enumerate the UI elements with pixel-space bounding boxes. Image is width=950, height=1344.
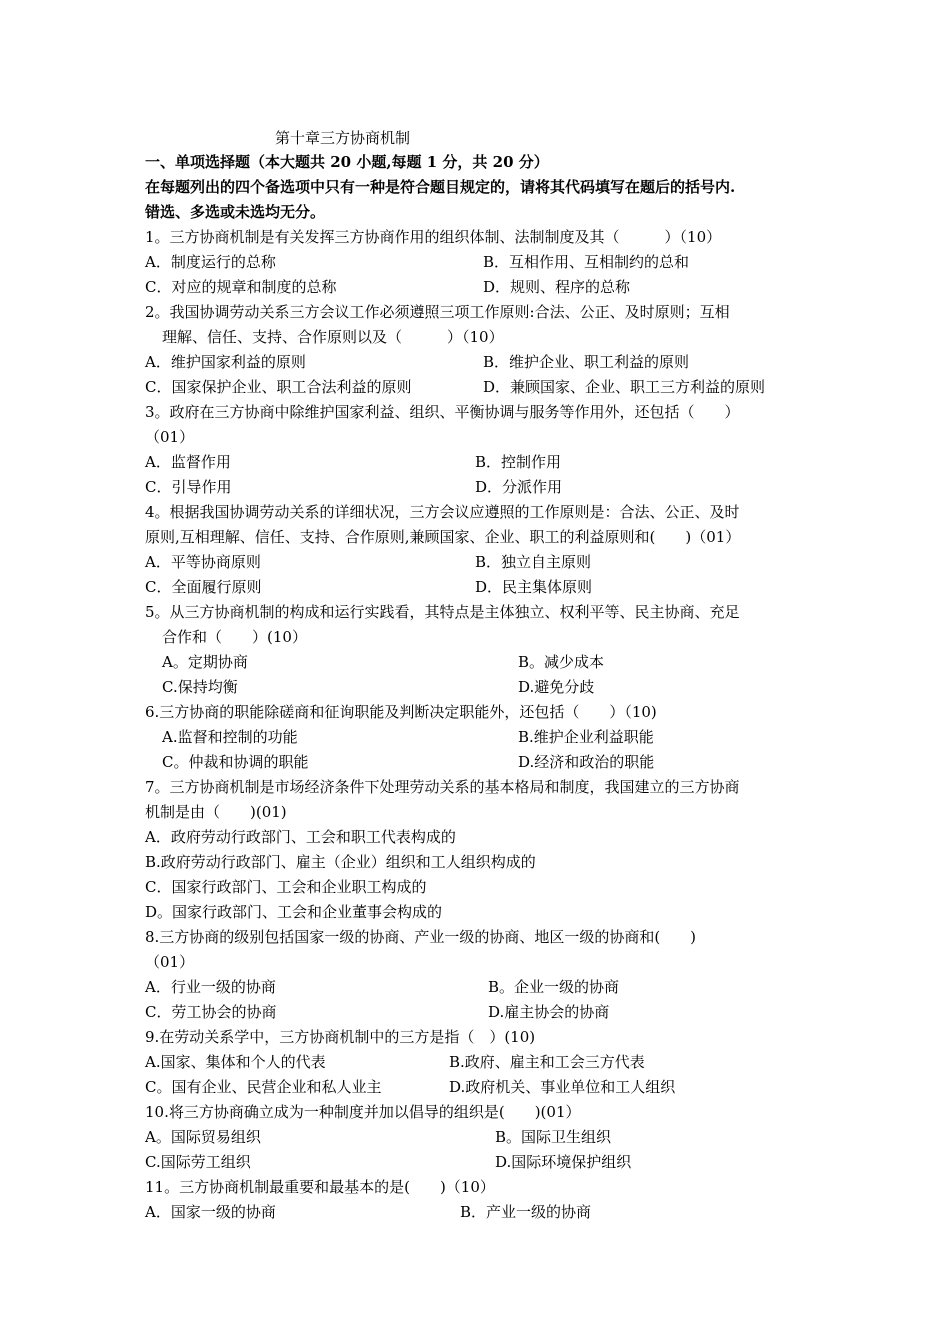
question-2-option-a: A．维护国家利益的原则 — [145, 353, 306, 371]
question-6-stem: 6.三方协商的职能除磋商和征询职能及判断决定职能外，还包括（ ）（10) — [145, 703, 657, 721]
question-4-stem-cont: 原则,互相理解、信任、支持、合作原则,兼顾国家、企业、职工的利益原则和( )（01） — [145, 528, 741, 546]
question-1-option-a: A．制度运行的总称 — [145, 253, 276, 271]
question-7-option-b: B.政府劳动行政部门、雇主（企业）组织和工人组织构成的 — [145, 853, 536, 871]
question-11-stem: 11。三方协商机制最重要和最基本的是( )（10） — [145, 1178, 495, 1196]
question-3-stem: 3。政府在三方协商中除维护国家利益、组织、平衡协调与服务等作用外，还包括（ ） — [145, 403, 740, 421]
question-9-option-a: A.国家、集体和个人的代表 — [145, 1053, 326, 1071]
question-5-option-a: A。定期协商 — [162, 653, 248, 671]
question-7-stem-cont: 机制是由（ )(01) — [145, 803, 287, 821]
question-5-option-b: B。减少成本 — [518, 653, 605, 671]
question-2-option-c: C．国家保护企业、职工合法利益的原则 — [145, 378, 412, 396]
question-2-option-d: D．兼顾国家、企业、职工三方利益的原则 — [483, 378, 766, 396]
question-4-option-b: B．独立自主原则 — [475, 553, 592, 571]
question-2-stem-cont: 理解、信任、支持、合作原则以及（ ）（10） — [162, 328, 504, 346]
question-3-stem-cont: （01） — [145, 428, 195, 446]
instruction-line: 错选、多选或未选均无分。 — [145, 203, 326, 221]
question-1-option-b: B．互相作用、互相制约的总和 — [483, 253, 690, 271]
question-4-stem: 4。根据我国协调劳动关系的详细状况，三方会议应遵照的工作原则是：合法、公正、及时 — [145, 503, 740, 521]
question-1-option-c: C．对应的规章和制度的总称 — [145, 278, 337, 296]
question-5-stem-cont: 合作和（ ）(10） — [162, 628, 307, 646]
question-3-option-c: C．引导作用 — [145, 478, 232, 496]
question-8-option-a: A．行业一级的协商 — [145, 978, 276, 996]
question-8-option-b: B。企业一级的协商 — [488, 978, 620, 996]
question-1-option-d: D．规则、程序的总称 — [483, 278, 631, 296]
question-5-stem: 5。从三方协商机制的构成和运行实践看，其特点是主体独立、权利平等、民主协商、充足 — [145, 603, 740, 621]
question-2-stem: 2。我国协调劳动关系三方会议工作必须遵照三项工作原则:合法、公正、及时原则；互相 — [145, 303, 730, 321]
question-10-option-c: C.国际劳工组织 — [145, 1153, 251, 1171]
question-5-option-c: C.保持均衡 — [162, 678, 238, 696]
question-6-option-a: A.监督和控制的功能 — [162, 728, 298, 746]
question-10-stem: 10.将三方协商确立成为一种制度并加以倡导的组织是( )(01） — [145, 1103, 581, 1121]
question-4-option-d: D．民主集体原则 — [475, 578, 593, 596]
question-6-option-c: C。仲裁和协调的职能 — [162, 753, 309, 771]
question-4-option-c: C．全面履行原则 — [145, 578, 262, 596]
question-7-stem: 7。三方协商机制是市场经济条件下处理劳动关系的基本格局和制度，我国建立的三方协商 — [145, 778, 740, 796]
question-3-option-b: B．控制作用 — [475, 453, 562, 471]
question-9-option-d: D.政府机关、事业单位和工人组织 — [449, 1078, 676, 1096]
question-10-option-a: A。国际贸易组织 — [145, 1128, 261, 1146]
question-2-option-b: B．维护企业、职工利益的原则 — [483, 353, 690, 371]
question-10-option-d: D.国际环境保护组织 — [495, 1153, 632, 1171]
question-3-option-d: D．分派作用 — [475, 478, 563, 496]
question-11-option-b: B．产业一级的协商 — [460, 1203, 592, 1221]
question-8-option-d: D.雇主协会的协商 — [488, 1003, 610, 1021]
question-9-stem: 9.在劳动关系学中，三方协商机制中的三方是指（ ）(10) — [145, 1028, 536, 1046]
question-5-option-d: D.避免分歧 — [518, 678, 595, 696]
question-6-option-d: D.经济和政治的职能 — [518, 753, 655, 771]
question-11-option-a: A．国家一级的协商 — [145, 1203, 276, 1221]
question-4-option-a: A．平等协商原则 — [145, 553, 261, 571]
question-7-option-a: A．政府劳动行政部门、工会和职工代表构成的 — [145, 828, 456, 846]
question-1-stem: 1。三方协商机制是有关发挥三方协商作用的组织体制、法制制度及其（ ）（10） — [145, 228, 722, 246]
question-9-option-c: C。国有企业、民营企业和私人业主 — [145, 1078, 382, 1096]
question-10-option-b: B。国际卫生组织 — [495, 1128, 612, 1146]
question-8-stem-cont: （01） — [145, 953, 195, 971]
question-8-stem: 8.三方协商的级别包括国家一级的协商、产业一级的协商、地区一级的协商和( ) — [145, 928, 697, 946]
question-6-option-b: B.维护企业利益职能 — [518, 728, 654, 746]
question-7-option-c: C．国家行政部门、工会和企业职工构成的 — [145, 878, 427, 896]
question-7-option-d: D。国家行政部门、工会和企业董事会构成的 — [145, 903, 443, 921]
question-3-option-a: A．监督作用 — [145, 453, 231, 471]
question-9-option-b: B.政府、雇主和工会三方代表 — [449, 1053, 645, 1071]
question-8-option-c: C．劳工协会的协商 — [145, 1003, 277, 1021]
page-title: 第十章三方协商机制 — [275, 129, 411, 147]
instruction-line: 在每题列出的四个备选项中只有一种是符合题目规定的，请将其代码填写在题后的括号内. — [145, 178, 736, 196]
section-heading: 一、单项选择题（本大题共 20 小题,每题 1 分，共 20 分） — [145, 153, 549, 171]
